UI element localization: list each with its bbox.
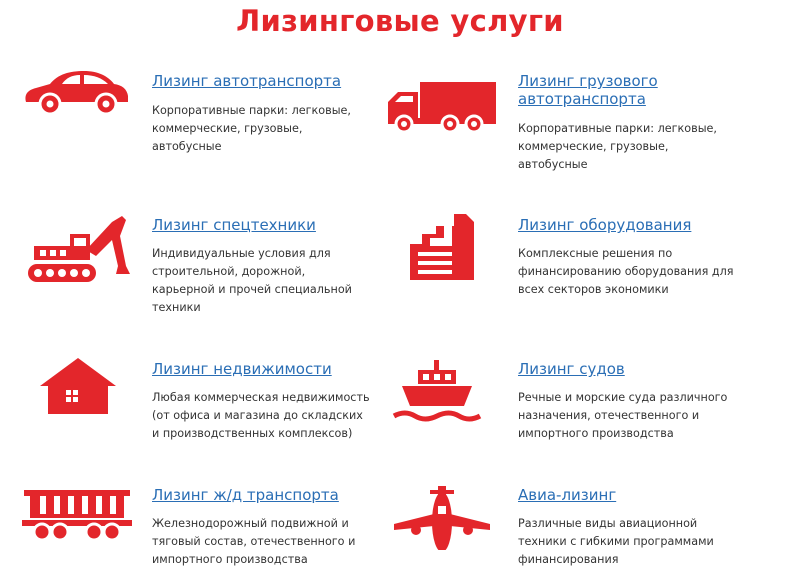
desc-auto-leasing-1: Корпоративные парки: легковые, — [152, 104, 351, 117]
desc-ships-3: импортного производства — [518, 427, 674, 440]
desc-aviation-1: Различные виды авиационной — [518, 517, 698, 530]
link-cargo-leasing-line2[interactable]: автотранспорта — [518, 90, 646, 108]
house-icon — [38, 356, 118, 416]
desc-railway-2: тяговый состав, отечественного и — [152, 535, 356, 548]
link-aviation-leasing[interactable]: Авиа-лизинг — [518, 486, 617, 504]
desc-equipment-2: финансированию оборудования для — [518, 265, 734, 278]
desc-railway-1: Железнодорожный подвижной и — [152, 517, 349, 530]
desc-real-estate-1: Любая коммерческая недвижимость — [152, 391, 370, 404]
desc-special-equipment-4: техники — [152, 301, 201, 314]
car-icon — [22, 68, 130, 116]
equipment-icon — [408, 210, 476, 280]
link-special-equipment-leasing[interactable]: Лизинг спецтехники — [152, 216, 316, 234]
link-equipment-leasing[interactable]: Лизинг оборудования — [518, 216, 692, 234]
desc-equipment-3: всех секторов экономики — [518, 283, 669, 296]
excavator-icon — [26, 214, 130, 284]
desc-aviation-3: финансирования — [518, 553, 619, 566]
link-real-estate-leasing[interactable]: Лизинг недвижимости — [152, 360, 332, 378]
desc-special-equipment-3: карьерной и прочей специальной — [152, 283, 352, 296]
link-cargo-leasing[interactable]: Лизинг грузового — [518, 72, 658, 90]
desc-special-equipment-2: строительной, дорожной, — [152, 265, 306, 278]
desc-aviation-2: техники с гибкими программами — [518, 535, 714, 548]
desc-cargo-leasing-3: автобусные — [518, 158, 588, 171]
desc-special-equipment-1: Индивидуальные условия для — [152, 247, 331, 260]
link-auto-leasing[interactable]: Лизинг автотранспорта — [152, 72, 342, 90]
link-railway-leasing[interactable]: Лизинг ж/д транспорта — [152, 486, 339, 504]
desc-auto-leasing-2: коммерческие, грузовые, — [152, 122, 303, 135]
desc-equipment-1: Комплексные решения по — [518, 247, 673, 260]
desc-ships-2: назначения, отечественного и — [518, 409, 700, 422]
desc-ships-1: Речные и морские суда различного — [518, 391, 728, 404]
desc-auto-leasing-3: автобусные — [152, 140, 222, 153]
desc-real-estate-2: (от офиса и магазина до складских — [152, 409, 363, 422]
page-title: Лизинговые услуги — [236, 4, 564, 38]
link-ships-leasing[interactable]: Лизинг судов — [518, 360, 625, 378]
airplane-icon — [392, 484, 492, 550]
desc-railway-3: импортного производства — [152, 553, 308, 566]
desc-cargo-leasing-2: коммерческие, грузовые, — [518, 140, 669, 153]
desc-cargo-leasing-1: Корпоративные парки: легковые, — [518, 122, 717, 135]
truck-icon — [386, 80, 498, 134]
railcar-icon — [22, 484, 132, 542]
ship-icon — [392, 358, 482, 424]
desc-real-estate-3: и производственных комплексов) — [152, 427, 353, 440]
